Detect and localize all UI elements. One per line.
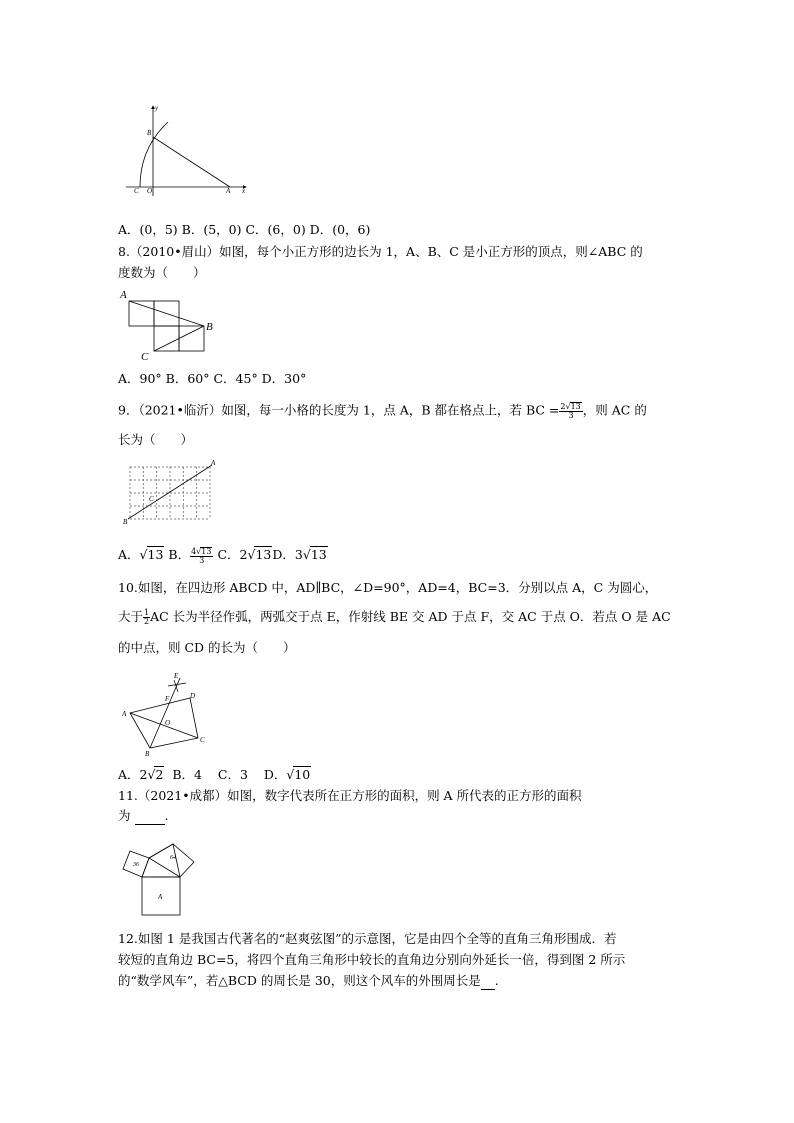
q7-coordinate-figure (118, 100, 253, 198)
q12-stem-line3: 的“数学风车”，若△BCD 的周长是 30，则这个风车的外围周长是 . (118, 973, 499, 988)
q10-stem-line2: 大于 $\frac{1}{2}$ AC 长为半径作弧，两弧交于点 E，作射线 BE 交 AD 于点 F，交 AC 于点 O．若点 O 是 AC (118, 608, 671, 626)
label-c: C (141, 351, 149, 362)
label-a: A (122, 710, 127, 718)
q11-answer-blank[interactable] (135, 808, 165, 825)
q10-options: A．2√2 B．4 C．3 D．√10 (118, 767, 311, 782)
label-c: C (134, 187, 139, 195)
q8-stem-line1: 8.（2010•眉山）如图，每个小正方形的边长为 1，A、B、C 是小正方形的顶点，则∠ABC 的 (118, 244, 643, 259)
q9-options: A．√13 B． $\frac{4√13}{3}$ C．2√13D．3√13 (118, 546, 327, 565)
q12-stem-line1: 12.如图 1 是我国古代著名的“赵爽弦图”的示意图，它是由四个全等的直角三角形围成．若 (118, 931, 617, 946)
segment-ab (153, 137, 230, 187)
label-b: B (145, 750, 150, 758)
q11-squares-figure (118, 832, 198, 920)
segment-ab (129, 301, 204, 326)
segment-ab (128, 465, 212, 519)
label-b: B (147, 129, 152, 137)
label-a: A (226, 187, 231, 195)
q8-options: A．90° B．60° C．45° D．30° (118, 371, 307, 386)
q8-stem-line2: 度数为（ ） (118, 265, 206, 280)
label-c: C (200, 736, 205, 744)
q10-stem-line3: 的中点，则 CD 的长为（ ） (118, 640, 296, 655)
q10-stem-line1: 10.如图，在四边形 ABCD 中，AD∥BC，∠D=90°，AD=4，BC=3．分别以点 A，C 为圆心， (118, 580, 658, 595)
q10-quadrilateral-figure (118, 668, 213, 758)
q12-answer-blank[interactable] (481, 973, 495, 990)
label-y: y (155, 104, 159, 112)
label-64: 64 (170, 855, 176, 861)
q12-stem-line2: 较短的直角边 BC=5，将四个直角三角形中较长的直角边分别向外延长一倍，得到图 2 所示 (118, 952, 626, 967)
q9-grid-figure (118, 457, 223, 527)
q10-half-fraction: $\frac{1}{2}$ (144, 608, 150, 626)
q7-options: A．(0，5) B．(5，0) C．(6，0) D．(0，6) (118, 222, 371, 237)
label-x: x (242, 187, 246, 195)
label-o: O (147, 187, 153, 195)
label-c: C (149, 495, 154, 503)
q8-grid-figure (118, 286, 223, 362)
arc-bc (140, 122, 168, 187)
label-a: A (158, 893, 163, 901)
q11-stem-line2: 为 . (118, 808, 169, 823)
q11-stem-line1: 11.（2021•成都）如图，数字代表所在正方形的面积，则 A 所代表的正方形的面积 (118, 788, 582, 803)
label-b: B (206, 321, 213, 333)
label-o: O (165, 719, 171, 727)
q9-bc-fraction: $\frac{2√13}{3}$ (560, 402, 581, 420)
label-a: A (211, 459, 216, 467)
label-e: E (174, 672, 179, 680)
label-f: F (165, 695, 170, 703)
q9-stem-line1: 9．（2021•临沂）如图，每一小格的长度为 1，点 A，B 都在格点上，若 BC = $\frac{2√13}{3}$ ，则 AC 的 (118, 402, 647, 420)
label-a: A (120, 289, 127, 301)
label-b: B (123, 518, 128, 526)
label-d: D (190, 692, 196, 700)
label-36: 36 (133, 862, 139, 868)
q9-stem-line2: 长为（ ） (118, 432, 194, 447)
